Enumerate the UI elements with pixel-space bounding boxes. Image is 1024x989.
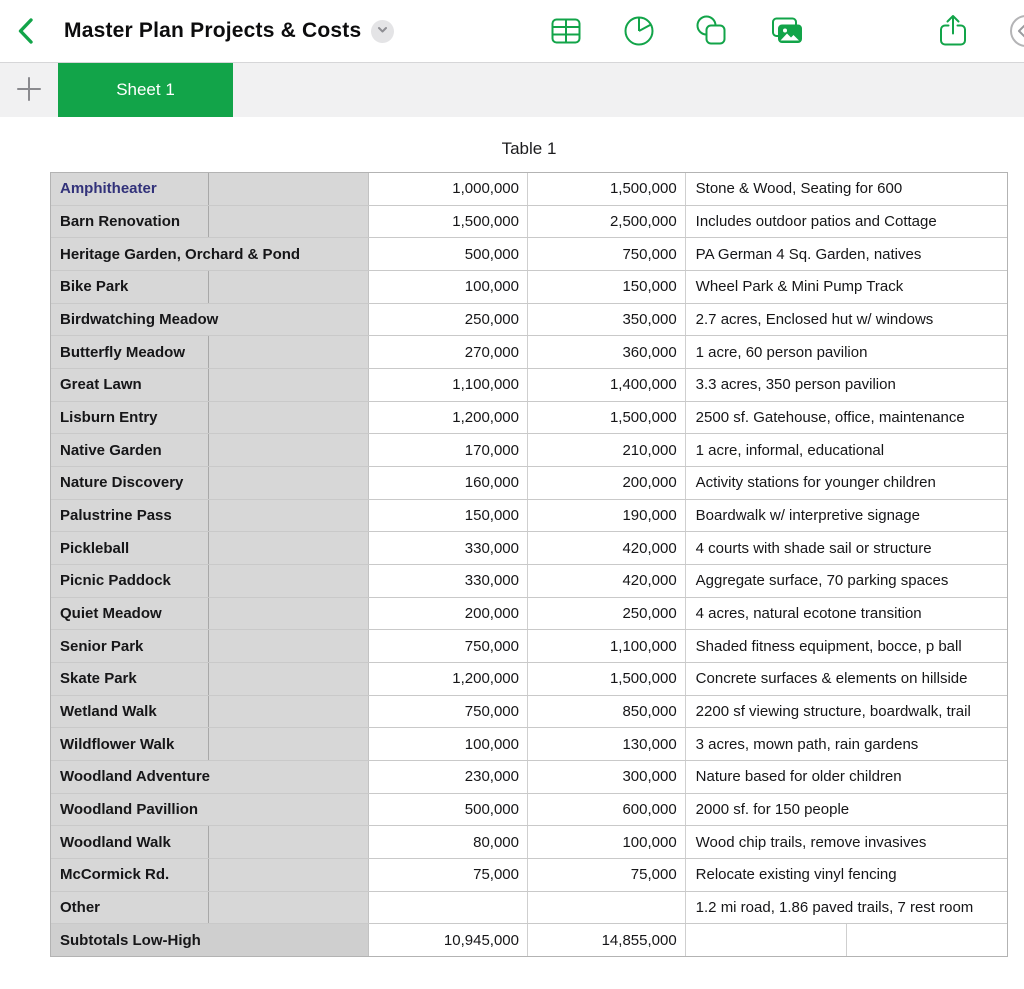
description-cell[interactable]: Stone & Wood, Seating for 600: [686, 173, 1007, 205]
row-name-cell[interactable]: McCormick Rd.: [51, 859, 209, 891]
description-cell[interactable]: Aggregate surface, 70 parking spaces: [686, 565, 1007, 597]
tab-sheet-1[interactable]: [58, 63, 233, 117]
table-row: [51, 467, 1007, 500]
back-button[interactable]: [10, 13, 46, 49]
insert-table-button[interactable]: [548, 13, 584, 49]
description-cell[interactable]: 4 acres, natural ecotone transition: [686, 598, 1007, 630]
description-cell[interactable]: Wood chip trails, remove invasives: [686, 826, 1007, 858]
cost-high-cell[interactable]: 750,000: [528, 238, 686, 270]
row-name-cell[interactable]: Skate Park: [51, 663, 209, 695]
row-name-cell[interactable]: Native Garden: [51, 434, 209, 466]
cost-low-cell[interactable]: 100,000: [369, 728, 528, 760]
cost-low-cell[interactable]: 170,000: [369, 434, 528, 466]
insert-shape-button[interactable]: [693, 13, 729, 49]
pie-chart-icon: [621, 37, 657, 52]
description-cell[interactable]: Concrete surfaces & elements on hillside: [686, 663, 1007, 695]
cost-high-cell[interactable]: 420,000: [528, 532, 686, 564]
sheet-tab-label: Sheet 1: [116, 80, 175, 99]
cost-high-cell[interactable]: 1,500,000: [528, 173, 686, 205]
description-cell[interactable]: 3.3 acres, 350 person pavilion: [686, 369, 1007, 401]
row-name-cell[interactable]: Birdwatching Meadow: [51, 304, 369, 336]
cost-high-cell[interactable]: 210,000: [528, 434, 686, 466]
table-row: [51, 924, 1007, 956]
description-cell[interactable]: Shaded fitness equipment, bocce, p ball: [686, 630, 1007, 662]
row-name-cell[interactable]: Butterfly Meadow: [51, 336, 209, 368]
table-row: [51, 369, 1007, 402]
cost-low-cell[interactable]: 10,945,000: [369, 924, 528, 956]
empty-cell[interactable]: [209, 271, 370, 303]
table-row: [51, 663, 1007, 696]
titlebar: [0, 0, 1024, 62]
empty-cell[interactable]: [209, 696, 370, 728]
cost-high-cell[interactable]: 14,855,000: [528, 924, 686, 956]
empty-cell[interactable]: [847, 924, 1007, 956]
cost-low-cell[interactable]: 150,000: [369, 500, 528, 532]
cost-high-cell[interactable]: 1,100,000: [528, 630, 686, 662]
plus-icon: [14, 74, 44, 107]
empty-cell[interactable]: [209, 206, 370, 238]
cost-low-cell[interactable]: 330,000: [369, 532, 528, 564]
cost-low-cell[interactable]: [369, 892, 528, 924]
table-row: [51, 304, 1007, 337]
row-name-cell[interactable]: Nature Discovery: [51, 467, 209, 499]
table-row: [51, 565, 1007, 598]
empty-cell[interactable]: [209, 728, 370, 760]
media-icon: [768, 37, 804, 52]
table-row: [51, 826, 1007, 859]
table-row: [51, 336, 1007, 369]
insert-media-button[interactable]: [768, 13, 804, 49]
description-cell[interactable]: Wheel Park & Mini Pump Track: [686, 271, 1007, 303]
table-row: [51, 532, 1007, 565]
row-name-cell[interactable]: Subtotals Low-High: [51, 924, 369, 956]
sheet-tabbar: [0, 62, 1024, 117]
cost-low-cell[interactable]: 750,000: [369, 630, 528, 662]
collapse-chevrons-icon: [1008, 37, 1024, 52]
cost-low-cell[interactable]: 1,200,000: [369, 402, 528, 434]
empty-cell[interactable]: [686, 924, 848, 956]
cost-high-cell[interactable]: 360,000: [528, 336, 686, 368]
collapse-toolbar-button[interactable]: [1008, 13, 1024, 49]
cost-high-cell[interactable]: 1,400,000: [528, 369, 686, 401]
row-name-cell[interactable]: Quiet Meadow: [51, 598, 209, 630]
table-title[interactable]: Table 1: [501, 139, 557, 158]
empty-cell[interactable]: [209, 369, 370, 401]
share-button[interactable]: [935, 13, 971, 49]
table-row: [51, 500, 1007, 533]
table-row: [51, 859, 1007, 892]
table-row: [51, 728, 1007, 761]
description-cell[interactable]: 4 courts with shade sail or structure: [686, 532, 1007, 564]
table-row: [51, 598, 1007, 631]
row-name-cell[interactable]: Bike Park: [51, 271, 209, 303]
empty-cell[interactable]: [209, 826, 370, 858]
cost-high-cell[interactable]: 420,000: [528, 565, 686, 597]
cost-low-cell[interactable]: 75,000: [369, 859, 528, 891]
cost-high-cell[interactable]: 1,500,000: [528, 663, 686, 695]
cost-low-cell[interactable]: 500,000: [369, 794, 528, 826]
table-row: [51, 794, 1007, 827]
cost-low-cell[interactable]: 200,000: [369, 598, 528, 630]
table-row: [51, 173, 1007, 206]
empty-cell[interactable]: [209, 434, 370, 466]
empty-cell[interactable]: [209, 500, 370, 532]
table-row: [51, 630, 1007, 663]
description-cell[interactable]: 2200 sf viewing structure, boardwalk, trail: [686, 696, 1007, 728]
table-row: [51, 434, 1007, 467]
table-row: [51, 761, 1007, 794]
description-cell[interactable]: 3 acres, mown path, rain gardens: [686, 728, 1007, 760]
description-cell[interactable]: Boardwalk w/ interpretive signage: [686, 500, 1007, 532]
cost-high-cell[interactable]: 200,000: [528, 467, 686, 499]
empty-cell[interactable]: [209, 859, 370, 891]
empty-cell[interactable]: [209, 630, 370, 662]
cost-high-cell[interactable]: 100,000: [528, 826, 686, 858]
row-name-cell[interactable]: Amphitheater: [51, 173, 209, 205]
row-name-cell[interactable]: Pickleball: [51, 532, 209, 564]
document-title-group: [64, 0, 394, 62]
empty-cell[interactable]: [209, 565, 370, 597]
row-name-cell[interactable]: Barn Renovation: [51, 206, 209, 238]
cost-low-cell[interactable]: 1,200,000: [369, 663, 528, 695]
table-row: [51, 238, 1007, 271]
empty-cell[interactable]: [209, 663, 370, 695]
cost-high-cell[interactable]: 600,000: [528, 794, 686, 826]
empty-cell[interactable]: [209, 598, 370, 630]
table-row: [51, 696, 1007, 729]
cost-high-cell[interactable]: 2,500,000: [528, 206, 686, 238]
cost-high-cell[interactable]: 850,000: [528, 696, 686, 728]
row-name-cell[interactable]: Heritage Garden, Orchard & Pond: [51, 238, 369, 270]
table-row: [51, 271, 1007, 304]
cost-low-cell[interactable]: 270,000: [369, 336, 528, 368]
cost-high-cell[interactable]: 250,000: [528, 598, 686, 630]
row-name-cell[interactable]: Woodland Walk: [51, 826, 209, 858]
cost-low-cell[interactable]: 1,000,000: [369, 173, 528, 205]
table-row: [51, 206, 1007, 239]
row-name-cell[interactable]: Other: [51, 892, 209, 924]
share-icon: [935, 37, 971, 52]
cost-low-cell[interactable]: 250,000: [369, 304, 528, 336]
document-title: Master Plan Projects & Costs: [64, 19, 362, 42]
cost-low-cell[interactable]: 750,000: [369, 696, 528, 728]
chevron-down-icon: [375, 22, 390, 40]
cost-high-cell[interactable]: 150,000: [528, 271, 686, 303]
empty-cell[interactable]: [209, 892, 370, 924]
cost-high-cell[interactable]: [528, 892, 686, 924]
row-name-cell[interactable]: Woodland Adventure: [51, 761, 369, 793]
cost-low-cell[interactable]: 230,000: [369, 761, 528, 793]
description-cell[interactable]: Relocate existing vinyl fencing: [686, 859, 1007, 891]
description-cell[interactable]: Nature based for older children: [686, 761, 1007, 793]
row-name-cell[interactable]: Wetland Walk: [51, 696, 209, 728]
description-cell[interactable]: 1.2 mi road, 1.86 paved trails, 7 rest room: [686, 892, 1007, 924]
cost-low-cell[interactable]: 100,000: [369, 271, 528, 303]
empty-cell[interactable]: [209, 336, 370, 368]
cost-high-cell[interactable]: 350,000: [528, 304, 686, 336]
description-cell[interactable]: Activity stations for younger children: [686, 467, 1007, 499]
back-chevron-icon: [10, 37, 46, 52]
sheet-canvas: [0, 117, 1024, 989]
cost-high-cell[interactable]: 1,500,000: [528, 402, 686, 434]
cost-low-cell[interactable]: 500,000: [369, 238, 528, 270]
row-name-cell[interactable]: Lisburn Entry: [51, 402, 209, 434]
cost-low-cell[interactable]: 1,100,000: [369, 369, 528, 401]
shapes-icon: [693, 37, 729, 52]
description-cell[interactable]: 1 acre, informal, educational: [686, 434, 1007, 466]
row-name-cell[interactable]: Wildflower Walk: [51, 728, 209, 760]
row-name-cell[interactable]: Woodland Pavillion: [51, 794, 369, 826]
table-row: [51, 402, 1007, 435]
insert-chart-button[interactable]: [621, 13, 657, 49]
description-cell[interactable]: PA German 4 Sq. Garden, natives: [686, 238, 1007, 270]
description-cell[interactable]: 1 acre, 60 person pavilion: [686, 336, 1007, 368]
description-cell[interactable]: 2.7 acres, Enclosed hut w/ windows: [686, 304, 1007, 336]
empty-cell[interactable]: [209, 173, 370, 205]
cost-high-cell[interactable]: 75,000: [528, 859, 686, 891]
cost-low-cell[interactable]: 160,000: [369, 467, 528, 499]
row-name-cell[interactable]: Palustrine Pass: [51, 500, 209, 532]
description-cell[interactable]: 2500 sf. Gatehouse, office, maintenance: [686, 402, 1007, 434]
empty-cell[interactable]: [209, 532, 370, 564]
description-cell[interactable]: 2000 sf. for 150 people: [686, 794, 1007, 826]
description-cell[interactable]: Includes outdoor patios and Cottage: [686, 206, 1007, 238]
add-sheet-button[interactable]: [10, 63, 48, 117]
cost-low-cell[interactable]: 1,500,000: [369, 206, 528, 238]
empty-cell[interactable]: [209, 402, 370, 434]
spreadsheet-table: [50, 172, 1008, 957]
title-menu-button[interactable]: [371, 20, 394, 43]
table-row: [51, 892, 1007, 925]
row-name-cell[interactable]: Great Lawn: [51, 369, 209, 401]
row-name-cell[interactable]: Picnic Paddock: [51, 565, 209, 597]
empty-cell[interactable]: [209, 467, 370, 499]
cost-low-cell[interactable]: 80,000: [369, 826, 528, 858]
cost-high-cell[interactable]: 130,000: [528, 728, 686, 760]
row-name-cell[interactable]: Senior Park: [51, 630, 209, 662]
cost-low-cell[interactable]: 330,000: [369, 565, 528, 597]
table-icon: [548, 37, 584, 52]
cost-high-cell[interactable]: 300,000: [528, 761, 686, 793]
cost-high-cell[interactable]: 190,000: [528, 500, 686, 532]
